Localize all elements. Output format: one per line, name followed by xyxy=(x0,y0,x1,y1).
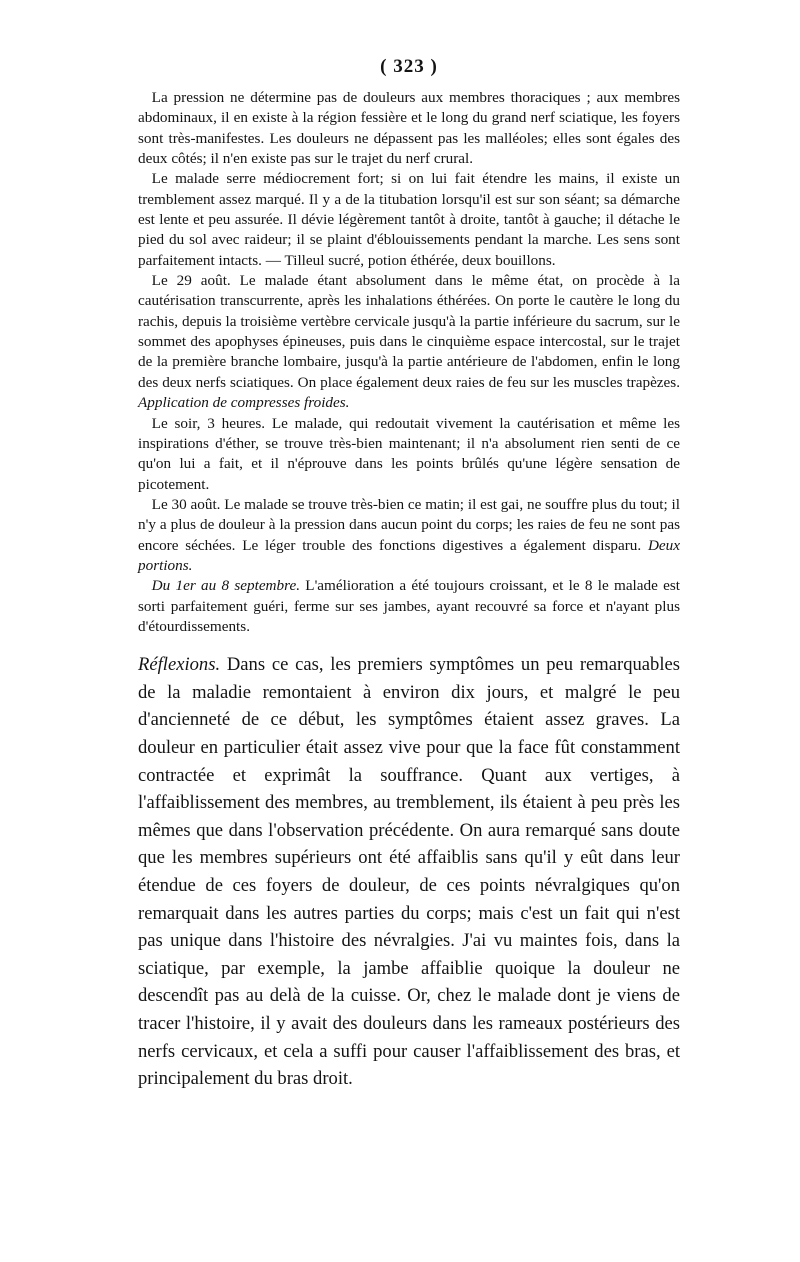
paragraph-29-aout-body: Le 29 août. Le malade étant absolument dans le même état, on procède à la cautérisation transcurrente, après les inhalations éthérées. On porte le cautère le long du rachis, depuis la troisième vertèbre cervicale jusqu'à la partie inférieure du sacrum, sur le sommet des apophyses épineuses, puis dans le cinquième espace intercostal, sur le trajet de la première branche lombaire, jusqu'à la partie antérieure de l'abdomen, enfin le long des deux nerfs sciatiques. On place également deux raies de feu sur les muscles trapèzes. xyxy=(138,272,680,391)
book-page xyxy=(138,56,680,1111)
paragraph-septembre-body: L'amélioration a été toujours croissant, et le 8 le malade est sorti parfaitement guéri, ferme sur ses jambes, ayant recouvré sa force et n'ayant plus d'étourdissements. xyxy=(138,577,680,635)
reflexions-body: Dans ce cas, les premiers symptômes un peu remarquables de la maladie remontaient à environ dix jours, et malgré le peu d'ancienneté de ce début, les symptômes étaient assez graves. La douleur en particulier était assez vive pour que la face fût constamment contractée et exprimât la souffrance. Quant aux vertiges, à l'affaiblissement des membres, au tremblement, ils étaient à peu près les mêmes que dans l'observation précédente. On aura remarqué sans doute que les membres supérieurs ont été affaiblis sans qu'il y eût dans leur étendue de ces foyers de douleur, de ces points névralgiques qu'on remarquait dans les autres parties du corps; mais c'est un fait qui n'est pas unique dans l'histoire des névralgies. J'ai vu maintes fois, dans la sciatique, par exemple, la jambe affaiblie quoique la douleur ne descendît pas au delà de la cuisse. Or, chez le malade dont je viens de tracer l'histoire, il y avait des douleurs dans les rameaux postérieurs des nerfs cervicaux, et cela a suffi pour causer l'affaiblissement des bras, et principalement du bras droit. xyxy=(138,654,680,1090)
paragraph-le-soir: Le soir, 3 heures. Le malade, qui redoutait vivement la cautérisation et même les inspirations d'éther, se trouve très-bien maintenant; il n'a absolument rien senti de ce qu'on lui a fait, et il n'éprouve dans les points brûlés qu'une légère sensation de picotement. xyxy=(138,414,680,493)
paragraph-30-aout xyxy=(138,495,680,576)
paragraph-29-aout-prescription: Application de compresses froides. xyxy=(138,394,350,412)
paragraph-septembre-date: Du 1er au 8 septembre. xyxy=(151,577,301,595)
paragraph-pression: La pression ne détermine pas de douleurs aux membres thoraciques ; aux membres abdominaux, il en existe à la région fessière et le long du grand nerf sciatique, les foyers sont très-manifestes. Les douleurs ne dépassent pas les malléoles; elles sont égales des deux côtés; il n'en existe pas sur le trajet du nerf crural. xyxy=(138,89,680,168)
paragraph-30-aout-body: Le 30 août. Le malade se trouve très-bien ce matin; il est gai, ne souffre plus du tout; il n'y a plus de douleur à la pression dans aucun point du corps; les raies de feu ne sont pas encore séchées. Le léger trouble des fonctions digestives a également disparu. xyxy=(138,495,680,554)
paragraph-septembre xyxy=(138,576,680,637)
paragraph-30-aout-prescription: Deux portions. xyxy=(138,536,680,574)
paragraph-29-aout xyxy=(138,271,680,413)
reflexions-heading: Réflexions. xyxy=(138,654,221,676)
reflexions-section xyxy=(138,651,680,1093)
paragraph-malade-serre: Le malade serre médiocrement fort; si on lui fait étendre les mains, il existe un tremblement assez marqué. Il y a de la titubation lorsqu'il est sur son séant; sa démarche est lente et peu assurée. Il dévie légèrement tantôt à droite, tantôt à gauche; il détache le pied du sol avec raideur; il se plaint d'éblouissements pendant la marche. Les sens sont parfaitement intacts. — Tilleul sucré, potion éthérée, deux bouillons. xyxy=(138,170,680,269)
page-number: ( 323 ) xyxy=(380,56,438,77)
